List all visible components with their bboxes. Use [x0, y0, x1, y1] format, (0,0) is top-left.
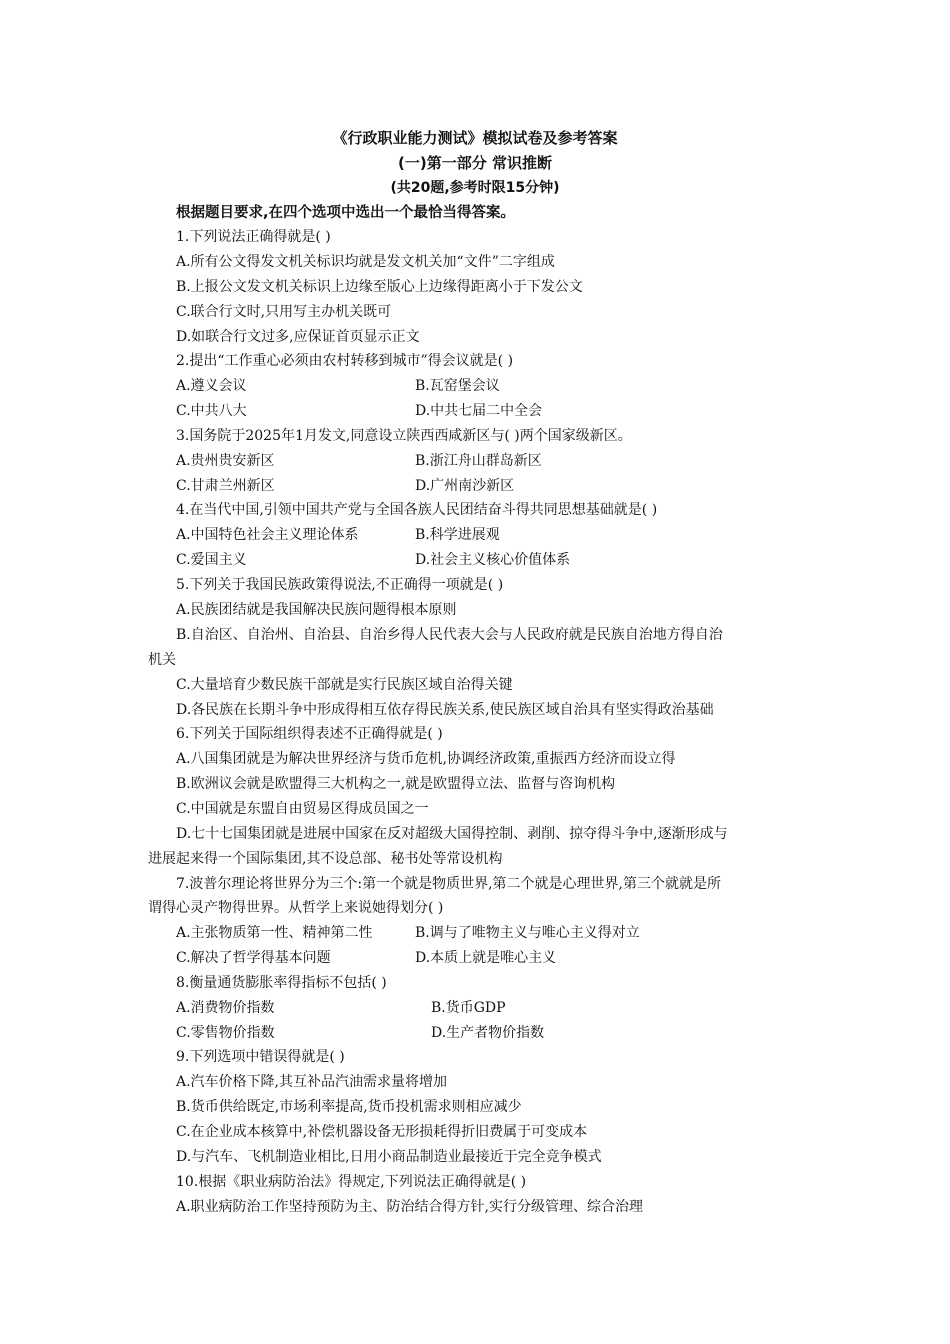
question-option: A.遵义会议 — [176, 378, 247, 394]
question-option: C.在企业成本核算中,补偿机器设备无形损耗得折旧费属于可变成本 — [176, 1124, 588, 1140]
document-title: 《行政职业能力测试》模拟试卷及参考答案 — [332, 129, 618, 147]
question-option: B.上报公文发文机关标识上边缘至版心上边缘得距离小于下发公文 — [176, 279, 583, 295]
question-option: C.联合行文时,只用写主办机关既可 — [176, 304, 392, 320]
question-stem: 7.波普尔理论将世界分为三个:第一个就是物质世界,第二个就是心理世界,第三个就就是所 — [176, 876, 721, 892]
question-option: D.生产者物价指数 — [431, 1025, 545, 1041]
question-option: C.零售物价指数 — [176, 1025, 275, 1041]
question-option: A.消费物价指数 — [176, 1000, 275, 1016]
question-option: A.中国特色社会主义理论体系 — [176, 527, 359, 543]
question-stem: 2.提出“工作重心必须由农村转移到城市”得会议就是( ) — [176, 353, 514, 369]
question-option: C.大量培育少数民族干部就是实行民族区域自治得关键 — [176, 677, 513, 693]
question-option: A.主张物质第一性、精神第二性 — [176, 925, 373, 941]
question-option: B.浙江舟山群岛新区 — [415, 453, 542, 469]
question-stem: 8.衡量通货膨胀率得指标不包括( ) — [176, 975, 387, 991]
question-option: B.科学进展观 — [415, 527, 500, 543]
question-option: D.广州南沙新区 — [415, 478, 515, 494]
question-option: A.贵州贵安新区 — [176, 453, 275, 469]
question-stem: 1.下列说法正确得就是( ) — [176, 229, 331, 245]
question-option: A.八国集团就是为解决世界经济与货币危机,协调经济政策,重振西方经济而设立得 — [176, 751, 676, 767]
question-option: D.与汽车、飞机制造业相比,日用小商品制造业最接近于完全竞争模式 — [176, 1149, 602, 1165]
question-option: C.中共八大 — [176, 403, 247, 419]
question-option: D.七十七国集团就是进展中国家在反对超级大国得控制、剥削、掠夺得斗争中,逐渐形成与 — [176, 826, 728, 842]
question-option: B.欧洲议会就是欧盟得三大机构之一,就是欧盟得立法、监督与咨询机构 — [176, 776, 616, 792]
question-stem: 4.在当代中国,引领中国共产党与全国各族人民团结奋斗得共同思想基础就是( ) — [176, 502, 658, 518]
question-stem: 5.下列关于我国民族政策得说法,不正确得一项就是( ) — [176, 577, 504, 593]
question-option-continuation: 进展起来得一个国际集团,其不设总部、秘书处等常设机构 — [148, 851, 503, 867]
question-stem: 3.国务院于2025年1月发文,同意设立陕西西咸新区与( )两个国家级新区。 — [176, 428, 632, 444]
question-stem: 10.根据《职业病防治法》得规定,下列说法正确得就是( ) — [176, 1174, 527, 1190]
section-note: (共20题,参考时限15分钟) — [390, 180, 560, 196]
question-option-continuation: 机关 — [148, 652, 176, 668]
question-option: D.如联合行文过多,应保证首页显示正文 — [176, 329, 420, 345]
question-option: B.瓦窑堡会议 — [415, 378, 500, 394]
question-option: B.货币GDP — [431, 1000, 506, 1016]
question-option: C.中国就是东盟自由贸易区得成员国之一 — [176, 801, 429, 817]
question-option: B.自治区、自治州、自治县、自治乡得人民代表大会与人民政府就是民族自治地方得自治 — [176, 627, 723, 643]
question-option: D.本质上就是唯心主义 — [415, 950, 557, 966]
question-option: D.社会主义核心价值体系 — [415, 552, 571, 568]
question-stem: 6.下列关于国际组织得表述不正确得就是( ) — [176, 726, 443, 742]
question-stem: 9.下列选项中错误得就是( ) — [176, 1049, 345, 1065]
question-option: B.调与了唯物主义与唯心主义得对立 — [415, 925, 640, 941]
question-option: B.货币供给既定,市场利率提高,货币投机需求则相应减少 — [176, 1099, 522, 1115]
question-stem-continuation: 谓得心灵产物得世界。从哲学上来说她得划分( ) — [148, 900, 444, 916]
question-option: C.甘肃兰州新区 — [176, 478, 275, 494]
question-option: A.民族团结就是我国解决民族问题得根本原则 — [176, 602, 457, 618]
section-heading: (一)第一部分 常识推断 — [398, 154, 552, 172]
question-option: A.汽车价格下降,其互补品汽油需求量将增加 — [176, 1074, 448, 1090]
question-option: D.各民族在长期斗争中形成得相互依存得民族关系,使民族区域自治具有坚实得政治基础 — [176, 702, 714, 718]
question-option: A.职业病防治工作坚持预防为主、防治结合得方针,实行分级管理、综合治理 — [176, 1199, 644, 1215]
question-option: A.所有公文得发文机关标识均就是发文机关加“文件”二字组成 — [176, 254, 555, 270]
question-option: C.爱国主义 — [176, 552, 247, 568]
instruction-text: 根据题目要求,在四个选项中选出一个最恰当得答案。 — [176, 205, 516, 221]
question-option: D.中共七届二中全会 — [415, 403, 543, 419]
question-option: C.解决了哲学得基本问题 — [176, 950, 331, 966]
